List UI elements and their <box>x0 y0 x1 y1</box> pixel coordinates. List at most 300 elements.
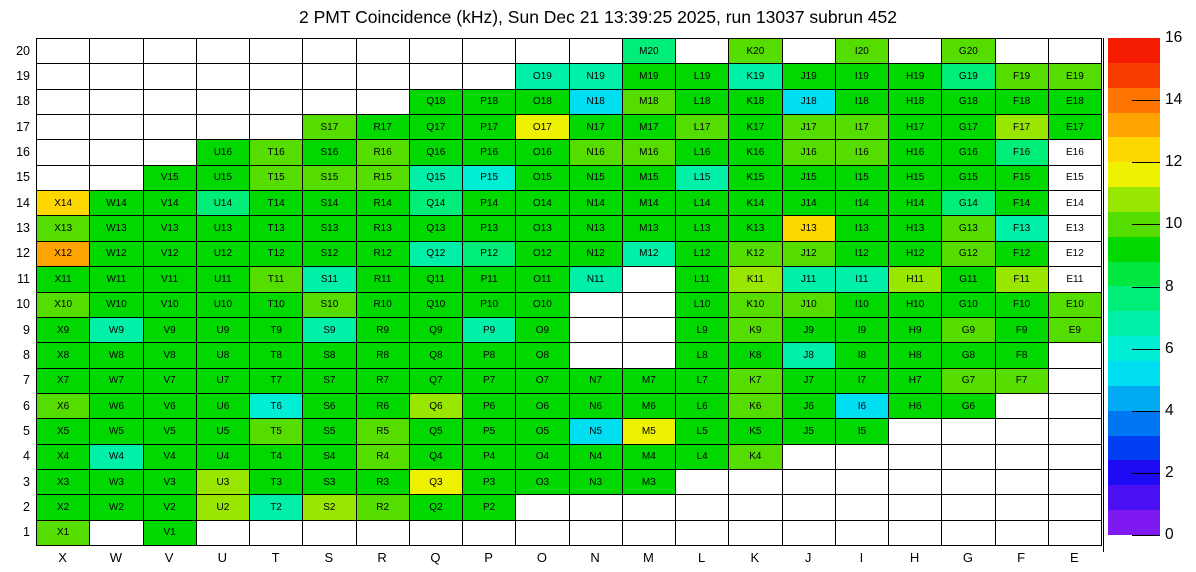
cell-O3: O3 <box>516 470 569 495</box>
cell-J10: J10 <box>783 293 836 318</box>
cell-K5: K5 <box>729 419 782 444</box>
cell-V1: V1 <box>144 521 197 546</box>
cell-J1 <box>783 521 836 546</box>
cell-H3 <box>889 470 942 495</box>
cell-F20 <box>996 39 1049 64</box>
cell-T2: T2 <box>250 495 303 520</box>
cell-F12: F12 <box>996 242 1049 267</box>
colorbar-tick-4 <box>1132 411 1160 412</box>
cell-Q12: Q12 <box>410 242 463 267</box>
cell-Q5: Q5 <box>410 419 463 444</box>
cell-W10: W10 <box>90 293 143 318</box>
cell-I6: I6 <box>836 394 889 419</box>
cell-U17 <box>197 115 250 140</box>
cell-S18 <box>303 90 356 115</box>
cell-N18: N18 <box>570 90 623 115</box>
cell-X3: X3 <box>37 470 90 495</box>
cell-O18: O18 <box>516 90 569 115</box>
cell-T20 <box>250 39 303 64</box>
cell-V8: V8 <box>144 343 197 368</box>
cell-K2 <box>729 495 782 520</box>
cell-I2 <box>836 495 889 520</box>
cell-O20 <box>516 39 569 64</box>
cell-M9 <box>623 318 676 343</box>
cell-M15: M15 <box>623 166 676 191</box>
cell-F10: F10 <box>996 293 1049 318</box>
cell-H18: H18 <box>889 90 942 115</box>
colorbar-tick-14 <box>1132 100 1160 101</box>
cell-S8: S8 <box>303 343 356 368</box>
colorbar-segment-9 <box>1108 286 1160 311</box>
colorbar-tick-label-2: 2 <box>1165 463 1174 481</box>
colorbar-tick-label-14: 14 <box>1165 91 1183 109</box>
row-label-7: 7 <box>23 373 30 388</box>
cell-L1 <box>676 521 729 546</box>
cell-X15 <box>37 166 90 191</box>
cell-W19 <box>90 64 143 89</box>
cell-N9 <box>570 318 623 343</box>
cell-Q1 <box>410 521 463 546</box>
cell-R6: R6 <box>357 394 410 419</box>
col-label-G: G <box>962 550 973 565</box>
cell-W12: W12 <box>90 242 143 267</box>
cell-H5 <box>889 419 942 444</box>
cell-V6: V6 <box>144 394 197 419</box>
cell-M14: M14 <box>623 191 676 216</box>
cell-W15 <box>90 166 143 191</box>
cell-J12: J12 <box>783 242 836 267</box>
colorbar-segment-18 <box>1108 63 1160 88</box>
cell-I3 <box>836 470 889 495</box>
cell-W13: W13 <box>90 216 143 241</box>
cell-M16: M16 <box>623 140 676 165</box>
cell-M11 <box>623 267 676 292</box>
cell-R8: R8 <box>357 343 410 368</box>
cell-U8: U8 <box>197 343 250 368</box>
cell-I5: I5 <box>836 419 889 444</box>
cell-R7: R7 <box>357 369 410 394</box>
cell-F16: F16 <box>996 140 1049 165</box>
cell-N19: N19 <box>570 64 623 89</box>
cell-G12: G12 <box>942 242 995 267</box>
cell-W9: W9 <box>90 318 143 343</box>
cell-L11: L11 <box>676 267 729 292</box>
col-label-L: L <box>698 550 706 565</box>
cell-V20 <box>144 39 197 64</box>
cell-N2 <box>570 495 623 520</box>
cell-W6: W6 <box>90 394 143 419</box>
cell-E18: E18 <box>1049 90 1102 115</box>
cell-J20 <box>783 39 836 64</box>
colorbar-segment-4 <box>1108 411 1160 436</box>
colorbar-segment-11 <box>1108 237 1160 262</box>
cell-U3: U3 <box>197 470 250 495</box>
cell-M7: M7 <box>623 369 676 394</box>
cell-K16: K16 <box>729 140 782 165</box>
cell-R10: R10 <box>357 293 410 318</box>
cell-E13: E13 <box>1049 216 1102 241</box>
cell-E15: E15 <box>1049 166 1102 191</box>
cell-L13: L13 <box>676 216 729 241</box>
cell-R17: R17 <box>357 115 410 140</box>
cell-P13: P13 <box>463 216 516 241</box>
cell-K11: K11 <box>729 267 782 292</box>
cell-L8: L8 <box>676 343 729 368</box>
cell-X18 <box>37 90 90 115</box>
cell-O19: O19 <box>516 64 569 89</box>
cell-X13: X13 <box>37 216 90 241</box>
cell-R13: R13 <box>357 216 410 241</box>
cell-K10: K10 <box>729 293 782 318</box>
cell-G14: G14 <box>942 191 995 216</box>
cell-H17: H17 <box>889 115 942 140</box>
cell-E17: E17 <box>1049 115 1102 140</box>
cell-V16 <box>144 140 197 165</box>
cell-I20: I20 <box>836 39 889 64</box>
cell-F13: F13 <box>996 216 1049 241</box>
cell-E8 <box>1049 343 1102 368</box>
cell-M20: M20 <box>623 39 676 64</box>
cell-M2 <box>623 495 676 520</box>
cell-P5: P5 <box>463 419 516 444</box>
cell-O15: O15 <box>516 166 569 191</box>
cell-W14: W14 <box>90 191 143 216</box>
colorbar-segment-15 <box>1108 137 1160 162</box>
cell-G4 <box>942 445 995 470</box>
cell-X10: X10 <box>37 293 90 318</box>
colorbar-tick-label-8: 8 <box>1165 277 1174 295</box>
cell-Q6: Q6 <box>410 394 463 419</box>
cell-M6: M6 <box>623 394 676 419</box>
cell-N14: N14 <box>570 191 623 216</box>
cell-H14: H14 <box>889 191 942 216</box>
cell-K6: K6 <box>729 394 782 419</box>
cell-Q7: Q7 <box>410 369 463 394</box>
cell-K4: K4 <box>729 445 782 470</box>
cell-U2: U2 <box>197 495 250 520</box>
colorbar-segment-6 <box>1108 361 1160 386</box>
cell-I7: I7 <box>836 369 889 394</box>
cell-R15: R15 <box>357 166 410 191</box>
cell-G18: G18 <box>942 90 995 115</box>
cell-P1 <box>463 521 516 546</box>
cell-M19: M19 <box>623 64 676 89</box>
cell-V7: V7 <box>144 369 197 394</box>
cell-Q14: Q14 <box>410 191 463 216</box>
cell-F9: F9 <box>996 318 1049 343</box>
cell-R4: R4 <box>357 445 410 470</box>
cell-L4: L4 <box>676 445 729 470</box>
cell-S6: S6 <box>303 394 356 419</box>
cell-R14: R14 <box>357 191 410 216</box>
cell-S10: S10 <box>303 293 356 318</box>
cell-F11: F11 <box>996 267 1049 292</box>
cell-F18: F18 <box>996 90 1049 115</box>
colorbar-segment-8 <box>1108 311 1160 336</box>
cell-G11: G11 <box>942 267 995 292</box>
cell-H1 <box>889 521 942 546</box>
cell-K20: K20 <box>729 39 782 64</box>
row-label-2: 2 <box>23 499 30 514</box>
cell-X5: X5 <box>37 419 90 444</box>
col-label-R: R <box>377 550 387 565</box>
cell-L19: L19 <box>676 64 729 89</box>
cell-Q11: Q11 <box>410 267 463 292</box>
cell-S15: S15 <box>303 166 356 191</box>
colorbar-tick-label-10: 10 <box>1165 215 1183 233</box>
cell-S3: S3 <box>303 470 356 495</box>
cell-S2: S2 <box>303 495 356 520</box>
cell-J3 <box>783 470 836 495</box>
cell-T13: T13 <box>250 216 303 241</box>
row-label-15: 15 <box>16 170 30 185</box>
colorbar-tick-label-0: 0 <box>1165 526 1174 543</box>
cell-M17: M17 <box>623 115 676 140</box>
cell-L16: L16 <box>676 140 729 165</box>
cell-G7: G7 <box>942 369 995 394</box>
cell-W8: W8 <box>90 343 143 368</box>
heatmap-grid <box>36 38 1102 546</box>
cell-X12: X12 <box>37 242 90 267</box>
cell-P9: P9 <box>463 318 516 343</box>
cell-R18 <box>357 90 410 115</box>
cell-S12: S12 <box>303 242 356 267</box>
cell-V2: V2 <box>144 495 197 520</box>
cell-Q20 <box>410 39 463 64</box>
cell-O2 <box>516 495 569 520</box>
cell-L2 <box>676 495 729 520</box>
cell-H13: H13 <box>889 216 942 241</box>
cell-H10: H10 <box>889 293 942 318</box>
cell-V12: V12 <box>144 242 197 267</box>
cell-S5: S5 <box>303 419 356 444</box>
cell-S7: S7 <box>303 369 356 394</box>
cell-T3: T3 <box>250 470 303 495</box>
cell-T17 <box>250 115 303 140</box>
cell-U1 <box>197 521 250 546</box>
cell-U16: U16 <box>197 140 250 165</box>
cell-J4 <box>783 445 836 470</box>
cell-V13: V13 <box>144 216 197 241</box>
cell-G8: G8 <box>942 343 995 368</box>
cell-N12: N12 <box>570 242 623 267</box>
colorbar-segment-13 <box>1108 187 1160 212</box>
cell-M3: M3 <box>623 470 676 495</box>
cell-T11: T11 <box>250 267 303 292</box>
cell-S4: S4 <box>303 445 356 470</box>
col-label-Q: Q <box>430 550 441 565</box>
cell-I16: I16 <box>836 140 889 165</box>
cell-O8: O8 <box>516 343 569 368</box>
cell-X2: X2 <box>37 495 90 520</box>
cell-E6 <box>1049 394 1102 419</box>
colorbar-tick-label-12: 12 <box>1165 153 1183 171</box>
cell-K13: K13 <box>729 216 782 241</box>
cell-X14: X14 <box>37 191 90 216</box>
cell-L18: L18 <box>676 90 729 115</box>
cell-H19: H19 <box>889 64 942 89</box>
cell-U6: U6 <box>197 394 250 419</box>
cell-J7: J7 <box>783 369 836 394</box>
cell-G19: G19 <box>942 64 995 89</box>
cell-Q13: Q13 <box>410 216 463 241</box>
cell-E14: E14 <box>1049 191 1102 216</box>
cell-N3: N3 <box>570 470 623 495</box>
cell-I18: I18 <box>836 90 889 115</box>
cell-O12: O12 <box>516 242 569 267</box>
cell-H4 <box>889 445 942 470</box>
cell-W17 <box>90 115 143 140</box>
cell-I8: I8 <box>836 343 889 368</box>
cell-V10: V10 <box>144 293 197 318</box>
cell-E2 <box>1049 495 1102 520</box>
cell-X1: X1 <box>37 521 90 546</box>
cell-Q19 <box>410 64 463 89</box>
cell-O14: O14 <box>516 191 569 216</box>
cell-O5: O5 <box>516 419 569 444</box>
cell-V14: V14 <box>144 191 197 216</box>
cell-O17: O17 <box>516 115 569 140</box>
colorbar-tick-6 <box>1132 349 1160 350</box>
cell-L10: L10 <box>676 293 729 318</box>
cell-I1 <box>836 521 889 546</box>
col-label-V: V <box>164 550 174 565</box>
cell-G20: G20 <box>942 39 995 64</box>
cell-R16: R16 <box>357 140 410 165</box>
cell-P3: P3 <box>463 470 516 495</box>
cell-X4: X4 <box>37 445 90 470</box>
cell-Q10: Q10 <box>410 293 463 318</box>
cell-S19 <box>303 64 356 89</box>
cell-T6: T6 <box>250 394 303 419</box>
row-label-11: 11 <box>17 271 30 286</box>
row-label-1: 1 <box>23 525 30 540</box>
cell-S11: S11 <box>303 267 356 292</box>
row-label-10: 10 <box>16 297 30 312</box>
cell-H6: H6 <box>889 394 942 419</box>
cell-J6: J6 <box>783 394 836 419</box>
cell-W20 <box>90 39 143 64</box>
colorbar-tick-12 <box>1132 162 1160 163</box>
cell-T18 <box>250 90 303 115</box>
cell-W11: W11 <box>90 267 143 292</box>
cell-S17: S17 <box>303 115 356 140</box>
cell-J17: J17 <box>783 115 836 140</box>
cell-O6: O6 <box>516 394 569 419</box>
row-label-5: 5 <box>23 423 30 438</box>
cell-I12: I12 <box>836 242 889 267</box>
cell-S20 <box>303 39 356 64</box>
row-label-20: 20 <box>16 43 30 58</box>
cell-T10: T10 <box>250 293 303 318</box>
cell-Q8: Q8 <box>410 343 463 368</box>
cell-I13: I13 <box>836 216 889 241</box>
cell-J18: J18 <box>783 90 836 115</box>
cell-P8: P8 <box>463 343 516 368</box>
cell-N5: N5 <box>570 419 623 444</box>
cell-R2: R2 <box>357 495 410 520</box>
cell-F14: F14 <box>996 191 1049 216</box>
cell-P12: P12 <box>463 242 516 267</box>
cell-R11: R11 <box>357 267 410 292</box>
cell-N17: N17 <box>570 115 623 140</box>
cell-T8: T8 <box>250 343 303 368</box>
cell-Q3: Q3 <box>410 470 463 495</box>
cell-I17: I17 <box>836 115 889 140</box>
cell-W1 <box>90 521 143 546</box>
cell-T15: T15 <box>250 166 303 191</box>
row-label-19: 19 <box>16 69 30 84</box>
cell-K19: K19 <box>729 64 782 89</box>
cell-P18: P18 <box>463 90 516 115</box>
cell-F15: F15 <box>996 166 1049 191</box>
cell-F19: F19 <box>996 64 1049 89</box>
row-label-16: 16 <box>16 145 30 160</box>
cell-U19 <box>197 64 250 89</box>
cell-P2: P2 <box>463 495 516 520</box>
cell-X11: X11 <box>37 267 90 292</box>
cell-Q15: Q15 <box>410 166 463 191</box>
col-label-T: T <box>271 550 280 565</box>
cell-U18 <box>197 90 250 115</box>
cell-N20 <box>570 39 623 64</box>
cell-V17 <box>144 115 197 140</box>
cell-P15: P15 <box>463 166 516 191</box>
col-label-O: O <box>536 550 547 565</box>
cell-X16 <box>37 140 90 165</box>
cell-N10 <box>570 293 623 318</box>
cell-P16: P16 <box>463 140 516 165</box>
cell-I11: I11 <box>836 267 889 292</box>
cell-Q18: Q18 <box>410 90 463 115</box>
cell-H15: H15 <box>889 166 942 191</box>
colorbar-segment-5 <box>1108 386 1160 411</box>
cell-K9: K9 <box>729 318 782 343</box>
cell-X19 <box>37 64 90 89</box>
cell-U5: U5 <box>197 419 250 444</box>
cell-N13: N13 <box>570 216 623 241</box>
cell-U10: U10 <box>197 293 250 318</box>
cell-H20 <box>889 39 942 64</box>
cell-N15: N15 <box>570 166 623 191</box>
cell-G9: G9 <box>942 318 995 343</box>
row-label-8: 8 <box>23 347 30 362</box>
cell-L14: L14 <box>676 191 729 216</box>
cell-E16: E16 <box>1049 140 1102 165</box>
row-label-9: 9 <box>23 322 30 337</box>
cell-T14: T14 <box>250 191 303 216</box>
cell-X6: X6 <box>37 394 90 419</box>
cell-U20 <box>197 39 250 64</box>
cell-F7: F7 <box>996 369 1049 394</box>
cell-G2 <box>942 495 995 520</box>
col-label-P: P <box>484 550 493 565</box>
row-label-17: 17 <box>16 119 30 134</box>
cell-R3: R3 <box>357 470 410 495</box>
cell-O16: O16 <box>516 140 569 165</box>
cell-P20 <box>463 39 516 64</box>
cell-U9: U9 <box>197 318 250 343</box>
cell-M10 <box>623 293 676 318</box>
cell-T16: T16 <box>250 140 303 165</box>
cell-H12: H12 <box>889 242 942 267</box>
cell-T5: T5 <box>250 419 303 444</box>
cell-G6: G6 <box>942 394 995 419</box>
cell-J11: J11 <box>783 267 836 292</box>
cell-G13: G13 <box>942 216 995 241</box>
cell-O11: O11 <box>516 267 569 292</box>
cell-J9: J9 <box>783 318 836 343</box>
